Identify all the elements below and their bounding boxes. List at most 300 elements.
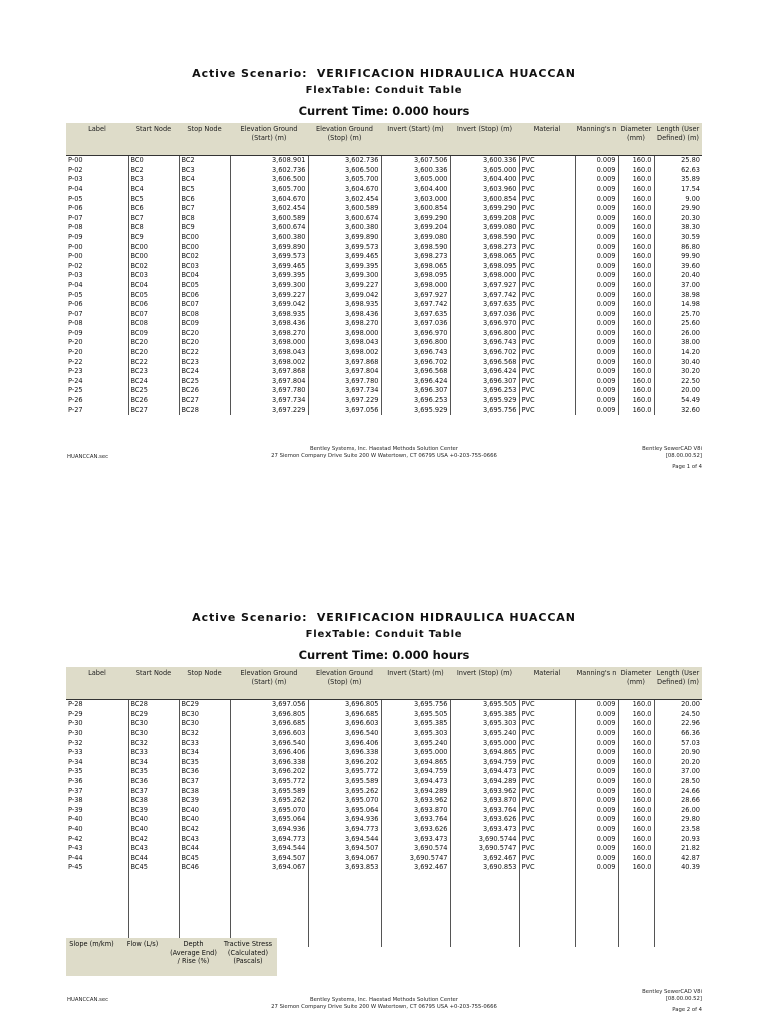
table-cell: 22.50 xyxy=(681,376,700,385)
table-row xyxy=(66,806,702,816)
table-cell: 3,600.589 xyxy=(230,214,308,224)
table-cell: P-02 xyxy=(66,166,128,176)
table-cell: BC25 xyxy=(179,377,230,387)
table-cell: BC24 xyxy=(128,377,179,387)
extra-header-row xyxy=(66,938,277,968)
table-row xyxy=(66,233,702,243)
table-cell: 3,698.095 xyxy=(450,262,519,272)
table-cell: P-00 xyxy=(66,252,128,262)
table-cell: 3,694.067 xyxy=(308,854,381,864)
table-cell: 24.50 xyxy=(681,709,700,718)
table-cell: 40.39 xyxy=(681,863,700,872)
table-cell: P-24 xyxy=(66,377,128,387)
table-cell: P-26 xyxy=(66,396,128,406)
table-cell: BC33 xyxy=(128,748,179,758)
table-cell: 57.03 xyxy=(681,738,700,747)
table-row xyxy=(66,844,702,854)
table-cell: BC35 xyxy=(128,767,179,777)
table-row xyxy=(66,194,702,204)
table-row xyxy=(66,348,702,358)
table-row xyxy=(66,729,702,739)
table-cell: 0.009 xyxy=(575,738,618,748)
table-cell: 3,697.927 xyxy=(450,281,519,291)
table-cell: BC06 xyxy=(128,300,179,310)
table-cell: 3,694.865 xyxy=(381,758,450,768)
column-header: Invert (Stop) (m) xyxy=(450,667,519,700)
table-cell: BC00 xyxy=(179,233,230,243)
table-filler-cell xyxy=(66,873,128,947)
table-cell: 20.00 xyxy=(681,386,700,395)
table-cell: 160.0 xyxy=(618,405,654,415)
table-cell: BC4 xyxy=(179,175,230,185)
table-cell: 0.009 xyxy=(575,834,618,844)
table-cell: BC44 xyxy=(179,844,230,854)
table-cell: 3,693.870 xyxy=(381,806,450,816)
column-header: Invert (Start) (m) xyxy=(381,123,450,156)
table-cell: 3,696.568 xyxy=(381,367,450,377)
table-cell: 0.009 xyxy=(575,729,618,739)
table-cell: PVC xyxy=(519,262,575,272)
table-cell: 3,694.473 xyxy=(450,767,519,777)
table-cell: 3,695.929 xyxy=(381,405,450,415)
table-cell: 3,697.635 xyxy=(381,310,450,320)
table-cell: BC03 xyxy=(179,262,230,272)
table-cell: P-42 xyxy=(66,834,128,844)
table-cell: 3,698.002 xyxy=(308,348,381,358)
table-row xyxy=(66,214,702,224)
table-cell: 3,696.253 xyxy=(381,396,450,406)
table-cell: 3,607.506 xyxy=(381,156,450,166)
table-cell: P-03 xyxy=(66,271,128,281)
table-cell: 25.80 xyxy=(681,156,700,165)
table-cell: 0.009 xyxy=(575,242,618,252)
table-cell: 0.009 xyxy=(575,396,618,406)
table-cell: 160.0 xyxy=(618,377,654,387)
table-row xyxy=(66,319,702,329)
table-cell: 30.59 xyxy=(681,232,700,241)
table-cell: BC42 xyxy=(179,825,230,835)
table-cell: BC3 xyxy=(179,166,230,176)
table-cell: P-05 xyxy=(66,194,128,204)
table-cell: BC20 xyxy=(128,348,179,358)
table-cell: 0.009 xyxy=(575,863,618,873)
table-cell: 160.0 xyxy=(618,386,654,396)
table-cell: 26.00 xyxy=(681,328,700,337)
table-cell: 3,696.406 xyxy=(308,738,381,748)
table-cell: PVC xyxy=(519,252,575,262)
table-cell: 160.0 xyxy=(618,310,654,320)
table-cell: 3,696.685 xyxy=(308,710,381,720)
table-cell: 160.0 xyxy=(618,214,654,224)
table-cell: 160.0 xyxy=(618,262,654,272)
table-cell: P-45 xyxy=(66,863,128,873)
table-cell: 160.0 xyxy=(618,767,654,777)
table-cell: 3,692.467 xyxy=(450,854,519,864)
footer-page-number: Page 2 of 4 xyxy=(672,1007,702,1013)
table-cell: 0.009 xyxy=(575,319,618,329)
table-filler-cell xyxy=(618,873,654,947)
table-cell: 3,694.507 xyxy=(308,844,381,854)
table-cell: P-30 xyxy=(66,719,128,729)
table-cell: 3,695.505 xyxy=(381,710,450,720)
table-cell: BC3 xyxy=(128,175,179,185)
table-cell: 38.00 xyxy=(681,338,700,347)
footer-company-block xyxy=(270,997,498,1011)
column-header: Diameter (mm) xyxy=(618,123,654,156)
table-cell: 3,694.759 xyxy=(381,767,450,777)
table-cell: 3,698.590 xyxy=(381,242,450,252)
table-cell: 3,602.454 xyxy=(308,194,381,204)
table-cell: 3,698.043 xyxy=(308,338,381,348)
table-cell: 3,694.773 xyxy=(308,825,381,835)
table-cell: 3,695.064 xyxy=(230,815,308,825)
table-cell: PVC xyxy=(519,223,575,233)
table-cell: PVC xyxy=(519,281,575,291)
table-cell: 3,695.756 xyxy=(450,405,519,415)
table-cell: 3,602.454 xyxy=(230,204,308,214)
column-header: Material xyxy=(519,123,575,156)
table-cell: 3,690.5747 xyxy=(450,844,519,854)
table-cell: 3,695.303 xyxy=(450,719,519,729)
table-row xyxy=(66,290,702,300)
table-cell: 3,697.868 xyxy=(308,357,381,367)
table-row xyxy=(66,242,702,252)
table-cell: BC8 xyxy=(128,223,179,233)
table-cell: 3,696.406 xyxy=(230,748,308,758)
table-cell: 3,696.307 xyxy=(381,386,450,396)
table-cell: 3,696.338 xyxy=(230,758,308,768)
table-cell: 20.00 xyxy=(681,700,700,709)
table-cell: PVC xyxy=(519,329,575,339)
table-cell: 0.009 xyxy=(575,156,618,166)
table-cell: 86.80 xyxy=(681,242,700,251)
table-cell: 3,693.473 xyxy=(381,834,450,844)
table-cell: 3,602.736 xyxy=(308,156,381,166)
table-cell: BC39 xyxy=(128,806,179,816)
table-cell: BC03 xyxy=(128,271,179,281)
table-cell: BC38 xyxy=(128,796,179,806)
table-cell: P-08 xyxy=(66,319,128,329)
table-cell: PVC xyxy=(519,348,575,358)
table-cell: BC2 xyxy=(179,156,230,166)
table-cell: 9.00 xyxy=(685,194,700,203)
table-cell: 3,697.734 xyxy=(230,396,308,406)
table-cell: 160.0 xyxy=(618,863,654,873)
table-cell: 0.009 xyxy=(575,377,618,387)
table-cell: 3,696.800 xyxy=(381,338,450,348)
table-cell: 3,696.540 xyxy=(308,729,381,739)
table-filler-cell xyxy=(308,873,381,947)
table-cell: PVC xyxy=(519,214,575,224)
table-cell: PVC xyxy=(519,738,575,748)
table-cell: P-04 xyxy=(66,281,128,291)
table-cell: P-44 xyxy=(66,854,128,864)
table-cell: 3,699.573 xyxy=(230,252,308,262)
table-cell: 3,602.736 xyxy=(230,166,308,176)
table-cell: P-39 xyxy=(66,806,128,816)
table-cell: 160.0 xyxy=(618,719,654,729)
column-header: Elevation Ground (Stop) (m) xyxy=(308,123,381,156)
table-cell: P-20 xyxy=(66,338,128,348)
table-cell: PVC xyxy=(519,377,575,387)
table-cell: 3,690.5747 xyxy=(381,854,450,864)
table-cell: BC30 xyxy=(179,710,230,720)
table-cell: 160.0 xyxy=(618,290,654,300)
table-cell: P-33 xyxy=(66,748,128,758)
table-cell: 3,697.927 xyxy=(381,290,450,300)
column-header: Elevation Ground (Stop) (m) xyxy=(308,667,381,700)
table-cell: 3,604.400 xyxy=(450,175,519,185)
table-cell: 3,697.804 xyxy=(308,367,381,377)
table-cell: 0.009 xyxy=(575,825,618,835)
table-cell: 160.0 xyxy=(618,300,654,310)
table-cell: P-00 xyxy=(66,242,128,252)
table-cell: BC5 xyxy=(179,185,230,195)
table-cell: P-08 xyxy=(66,223,128,233)
column-header: Start Node xyxy=(128,667,179,700)
footer-company: Bentley Systems, Inc. Haestad Methods Solution Center xyxy=(310,446,458,452)
table-cell: BC20 xyxy=(179,338,230,348)
table-cell: BC08 xyxy=(179,310,230,320)
footer-version: [08.00.00.52] xyxy=(665,996,702,1002)
table-cell: 160.0 xyxy=(618,223,654,233)
table-cell: BC30 xyxy=(128,729,179,739)
table-cell: 14.20 xyxy=(681,348,700,357)
conduit-table-page-1 xyxy=(66,123,702,415)
table-cell: BC08 xyxy=(128,319,179,329)
table-cell: 160.0 xyxy=(618,777,654,787)
table-cell: 160.0 xyxy=(618,738,654,748)
table-cell: PVC xyxy=(519,854,575,864)
table-header-row xyxy=(66,123,702,156)
table-cell: P-20 xyxy=(66,348,128,358)
table-cell: 3,697.804 xyxy=(230,377,308,387)
table-cell: BC33 xyxy=(179,738,230,748)
table-row xyxy=(66,185,702,195)
column-header: Manning's n xyxy=(575,667,618,700)
table-cell: 3,695.589 xyxy=(308,777,381,787)
table-cell: BC9 xyxy=(179,223,230,233)
table-cell: 3,600.336 xyxy=(381,166,450,176)
current-time: Current Time: 0.000 hours xyxy=(298,648,470,662)
table-cell: 3,696.202 xyxy=(308,758,381,768)
table-cell: 3,696.970 xyxy=(450,319,519,329)
table-row xyxy=(66,854,702,864)
table-cell: 26.00 xyxy=(681,805,700,814)
table-cell: BC8 xyxy=(179,214,230,224)
footer-address: 27 Siemon Company Drive Suite 200 W Watertown, CT 06795 USA +0-203-755-0666 xyxy=(271,1004,497,1010)
table-cell: BC05 xyxy=(128,290,179,300)
table-cell: 3,605.700 xyxy=(308,175,381,185)
table-cell: PVC xyxy=(519,748,575,758)
table-cell: 3,693.853 xyxy=(308,863,381,873)
table-row xyxy=(66,834,702,844)
table-cell: 3,695.070 xyxy=(308,796,381,806)
table-cell: BC2 xyxy=(128,166,179,176)
table-cell: BC00 xyxy=(179,242,230,252)
table-cell: 22.96 xyxy=(681,719,700,728)
table-cell: PVC xyxy=(519,242,575,252)
table-cell: BC06 xyxy=(179,290,230,300)
table-cell: 160.0 xyxy=(618,194,654,204)
scenario-label: Active Scenario: xyxy=(192,611,308,624)
table-cell: 160.0 xyxy=(618,175,654,185)
table-cell: 3,695.756 xyxy=(381,700,450,710)
table-row xyxy=(66,710,702,720)
table-cell: 3,699.204 xyxy=(381,223,450,233)
table-cell: P-34 xyxy=(66,758,128,768)
table-row xyxy=(66,338,702,348)
table-cell: 3,697.036 xyxy=(450,310,519,320)
table-cell: P-32 xyxy=(66,738,128,748)
table-filler-cell xyxy=(575,873,618,947)
table-cell: 0.009 xyxy=(575,357,618,367)
table-cell: 0.009 xyxy=(575,252,618,262)
table-cell: 99.90 xyxy=(681,252,700,261)
table-cell: 0.009 xyxy=(575,185,618,195)
table-cell: 160.0 xyxy=(618,748,654,758)
table-cell: P-38 xyxy=(66,796,128,806)
table-cell: PVC xyxy=(519,405,575,415)
table-cell: 3,698.436 xyxy=(308,310,381,320)
table-cell: 3,695.772 xyxy=(230,777,308,787)
table-row xyxy=(66,204,702,214)
table-cell: 3,694.759 xyxy=(450,758,519,768)
table-cell: 160.0 xyxy=(618,338,654,348)
table-cell: 28.50 xyxy=(681,776,700,785)
table-cell: 3,699.227 xyxy=(308,281,381,291)
table-cell: BC34 xyxy=(179,748,230,758)
table-cell: 3,695.000 xyxy=(381,748,450,758)
table-cell: BC20 xyxy=(128,338,179,348)
table-cell: 3,604.670 xyxy=(308,185,381,195)
table-cell: 160.0 xyxy=(618,786,654,796)
report-page-2 xyxy=(0,545,768,1024)
extra-column-header: Slope (m/km) xyxy=(69,940,114,948)
table-cell: 3,698.436 xyxy=(230,319,308,329)
table-cell: 160.0 xyxy=(618,281,654,291)
table-cell: PVC xyxy=(519,166,575,176)
table-cell: 160.0 xyxy=(618,758,654,768)
table-cell: 160.0 xyxy=(618,854,654,864)
table-cell: 3,698.065 xyxy=(381,262,450,272)
scenario-title xyxy=(0,67,768,80)
table-cell: 160.0 xyxy=(618,700,654,710)
table-cell: 3,692.467 xyxy=(381,863,450,873)
table-cell: 3,693.626 xyxy=(450,815,519,825)
table-cell: 3,698.273 xyxy=(450,242,519,252)
table-cell: 38.30 xyxy=(681,223,700,232)
table-cell: 160.0 xyxy=(618,271,654,281)
table-cell: PVC xyxy=(519,767,575,777)
table-cell: 28.66 xyxy=(681,796,700,805)
table-row xyxy=(66,777,702,787)
table-cell: 3,699.042 xyxy=(308,290,381,300)
table-row xyxy=(66,156,702,166)
table-cell: 3,693.962 xyxy=(450,786,519,796)
table-row xyxy=(66,377,702,387)
table-cell: 32.60 xyxy=(681,405,700,414)
table-cell: 3,698.000 xyxy=(308,329,381,339)
table-cell: 3,690.5744 xyxy=(450,834,519,844)
table-cell: BC00 xyxy=(128,242,179,252)
table-cell: 3,699.042 xyxy=(230,300,308,310)
table-cell: BC46 xyxy=(179,863,230,873)
column-header: Manning's n xyxy=(575,123,618,156)
table-cell: BC45 xyxy=(179,854,230,864)
table-cell: 3,608.901 xyxy=(230,156,308,166)
table-row xyxy=(66,719,702,729)
table-cell: 3,604.670 xyxy=(230,194,308,204)
table-filler-cell xyxy=(654,873,702,947)
table-cell: P-02 xyxy=(66,262,128,272)
table-cell: BC42 xyxy=(128,834,179,844)
table-cell: 3,698.002 xyxy=(230,357,308,367)
table-cell: 3,699.395 xyxy=(308,262,381,272)
table-cell: BC23 xyxy=(128,367,179,377)
table-cell: 3,693.870 xyxy=(450,796,519,806)
table-cell: 0.009 xyxy=(575,281,618,291)
table-cell: 3,698.935 xyxy=(230,310,308,320)
table-cell: 3,699.227 xyxy=(230,290,308,300)
table-cell: 3,694.507 xyxy=(230,854,308,864)
table-cell: PVC xyxy=(519,777,575,787)
table-cell: 3,600.854 xyxy=(381,204,450,214)
table-cell: 0.009 xyxy=(575,844,618,854)
table-cell: PVC xyxy=(519,175,575,185)
table-cell: 24.66 xyxy=(681,786,700,795)
table-cell: PVC xyxy=(519,710,575,720)
table-cell: BC30 xyxy=(179,719,230,729)
table-cell: 3,698.000 xyxy=(381,281,450,291)
table-cell: P-43 xyxy=(66,844,128,854)
table-row xyxy=(66,863,702,873)
table-cell: 3,606.500 xyxy=(308,166,381,176)
table-cell: BC36 xyxy=(128,777,179,787)
table-cell: 160.0 xyxy=(618,329,654,339)
table-cell: PVC xyxy=(519,367,575,377)
table-cell: 160.0 xyxy=(618,367,654,377)
table-cell: 3,699.208 xyxy=(450,214,519,224)
table-cell: BC32 xyxy=(128,738,179,748)
table-cell: 3,696.800 xyxy=(450,329,519,339)
footer-product xyxy=(642,446,702,460)
table-cell: 29.80 xyxy=(681,815,700,824)
table-cell: BC09 xyxy=(179,319,230,329)
table-cell: BC22 xyxy=(128,357,179,367)
footer-company: Bentley Systems, Inc. Haestad Methods Solution Center xyxy=(310,997,458,1003)
footer-address: 27 Siemon Company Drive Suite 200 W Watertown, CT 06795 USA +0-203-755-0666 xyxy=(271,453,497,459)
table-cell: 160.0 xyxy=(618,729,654,739)
table-cell: 3,699.395 xyxy=(230,271,308,281)
extra-column-header: Flow (L/s) xyxy=(126,940,159,948)
table-cell: BC39 xyxy=(179,796,230,806)
table-cell: 160.0 xyxy=(618,710,654,720)
table-cell: 3,695.262 xyxy=(308,786,381,796)
table-cell: 3,604.400 xyxy=(381,185,450,195)
table-cell: PVC xyxy=(519,185,575,195)
table-cell: 0.009 xyxy=(575,348,618,358)
table-cell: 3,696.253 xyxy=(450,386,519,396)
table-cell: 3,694.289 xyxy=(381,786,450,796)
column-header: Diameter (mm) xyxy=(618,667,654,700)
table-row xyxy=(66,396,702,406)
table-cell: 3,694.936 xyxy=(230,825,308,835)
table-cell: 3,699.890 xyxy=(308,233,381,243)
table-cell: 0.009 xyxy=(575,214,618,224)
table-cell: 3,698.000 xyxy=(450,271,519,281)
table-cell: 62.63 xyxy=(681,165,700,174)
